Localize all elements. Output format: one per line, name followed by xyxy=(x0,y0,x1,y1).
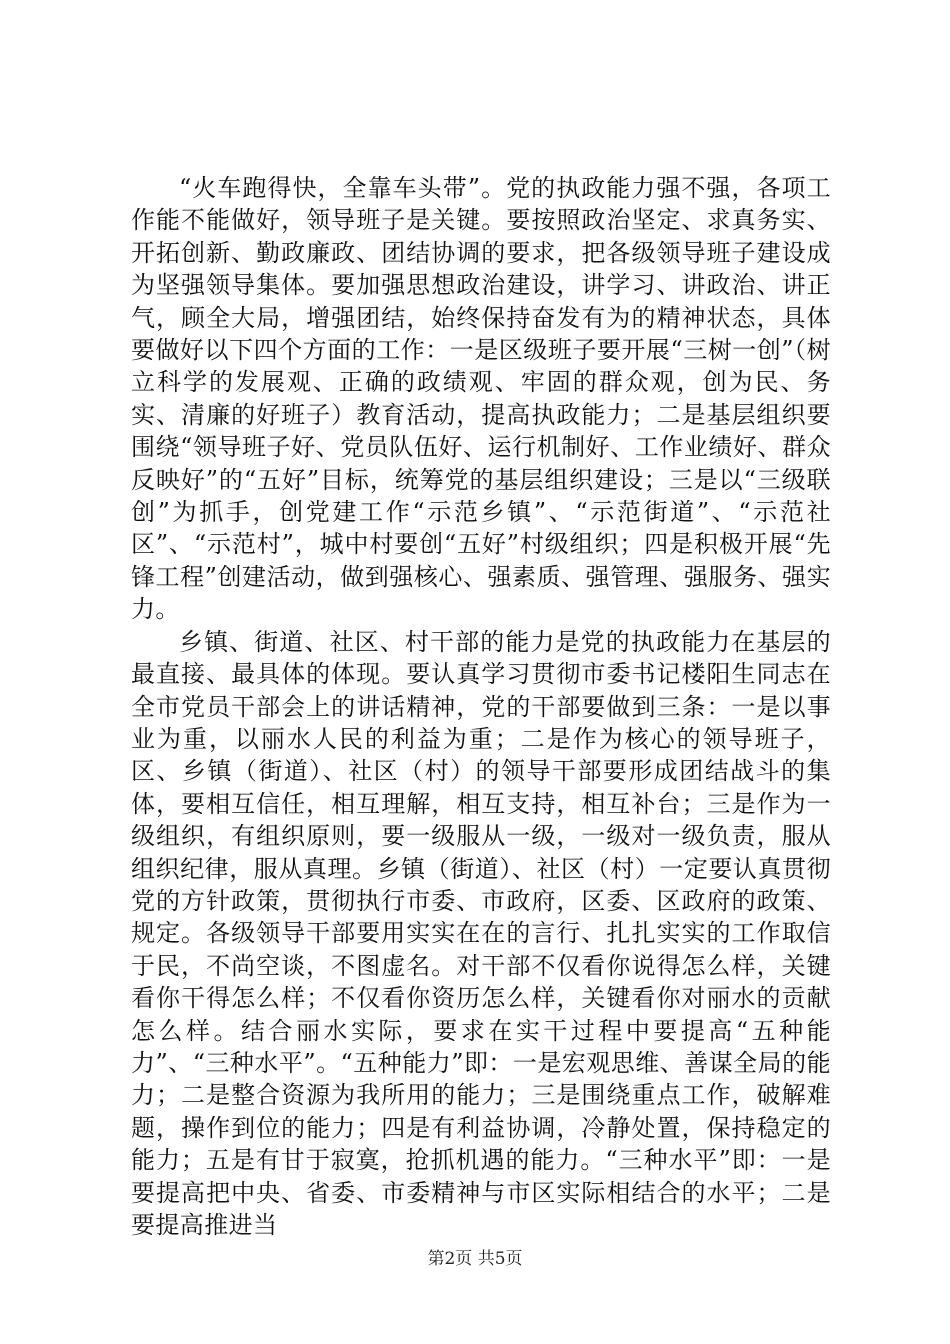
paragraph-leadership: “火车跑得快，全靠车头带”。党的执政能力强不强，各项工作能不能做好，领导班子是关键。要按照政治坚定、求真务实、开拓创新、勤政廉政、团结协调的要求，把各级领导班子建设成为坚强领导集体。要加强思想政治建设，讲学习、讲政治、讲正气，顾全大局，增强团结，始终保持奋发有为的精神状态，具体要做好以下四个方面的工作：一是区级班子要开展“三树一创”（树立科学的发展观、正确的政绩观、牢固的群众观，创为民、务实、清廉的好班子）教育活动，提高执政能力；二是基层组织要围绕“领导班子好、党员队伍好、运行机制好、工作业绩好、群众反映好”的“五好”目标，统筹党的基层组织建设；三是以“三级联创”为抓手，创党建工作“示范乡镇”、“示范街道”、“示范社区”、“示范村”，城中村要创“五好”村级组织；四是积极开展“先锋工程”创建活动，做到强核心、强素质、强管理、强服务、强实力。 xyxy=(131,174,831,624)
page-number: 第2页 共5页 xyxy=(427,1249,523,1269)
document-body xyxy=(131,172,831,1241)
paragraph-cadre-ability: 乡镇、街道、社区、村干部的能力是党的执政能力在基层的最直接、最具体的体现。要认真学习贯彻市委书记楼阳生同志在全市党员干部会上的讲话精神，党的干部要做到三条：一是以事业为重，以丽水人民的利益为重；二是作为核心的领导班子，区、乡镇（街道）、社区（村）的领导干部要形成团结战斗的集体，要相互信任，相互理解，相互支持，相互补台；三是作为一级组织，有组织原则，要一级服从一级，一级对一级负责，服从组织纪律，服从真理。乡镇（街道）、社区（村）一定要认真贯彻党的方针政策，贯彻执行市委、市政府，区委、区政府的政策、规定。各级领导干部要用实实在在的言行、扎扎实实的工作取信于民，不尚空谈，不图虚名。对干部不仅看你说得怎么样，关键看你干得怎么样；不仅看你资历怎么样，关键看你对丽水的贡献怎么样。结合丽水实际，要求在实干过程中要提高“五种能力”、“三种水平”。“五种能力”即：一是宏观思维、善谋全局的能力；二是整合资源为我所用的能力；三是围绕重点工作，破解难题，操作到位的能力；四是有利益协调，冷静处置，保持稳定的能力；五是有甘于寂寞，抢抓机遇的能力。“三种水平”即：一是要提高把中央、省委、市委精神与市区实际相结合的水平；二是要提高推进当 xyxy=(131,627,831,1239)
page-footer xyxy=(0,1244,950,1269)
